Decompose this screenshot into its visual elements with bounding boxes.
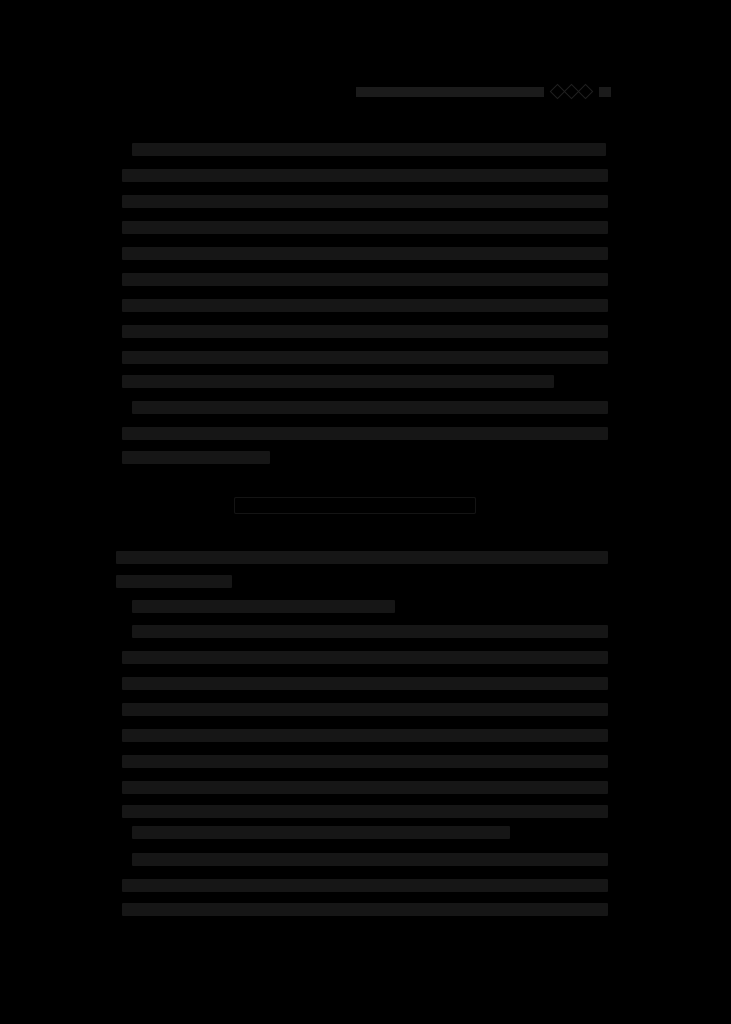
text-line xyxy=(116,575,232,588)
text-line xyxy=(122,273,608,286)
text-line xyxy=(122,375,554,388)
text-line xyxy=(132,600,395,613)
text-line xyxy=(122,169,608,182)
running-header xyxy=(356,86,611,97)
text-line xyxy=(132,401,608,414)
text-line xyxy=(122,651,608,664)
text-line xyxy=(122,451,270,464)
text-line xyxy=(132,143,606,156)
text-line xyxy=(122,427,608,440)
text-line xyxy=(122,729,608,742)
text-line xyxy=(122,703,608,716)
text-line xyxy=(122,755,608,768)
page-number xyxy=(599,87,611,97)
diamond-ornament-icon xyxy=(552,86,591,97)
text-line xyxy=(122,325,608,338)
text-line xyxy=(122,879,608,892)
text-line xyxy=(122,805,608,818)
text-line xyxy=(132,625,608,638)
text-line xyxy=(122,677,608,690)
text-line xyxy=(122,781,608,794)
text-line xyxy=(132,853,608,866)
text-line xyxy=(116,551,608,564)
text-line xyxy=(122,903,608,916)
running-title xyxy=(356,87,544,97)
text-line xyxy=(122,221,608,234)
section-heading xyxy=(234,497,476,514)
text-line xyxy=(122,195,608,208)
diamond-icon xyxy=(578,84,594,100)
text-line xyxy=(122,351,608,364)
text-line xyxy=(122,299,608,312)
text-line xyxy=(122,247,608,260)
text-line xyxy=(132,826,510,839)
